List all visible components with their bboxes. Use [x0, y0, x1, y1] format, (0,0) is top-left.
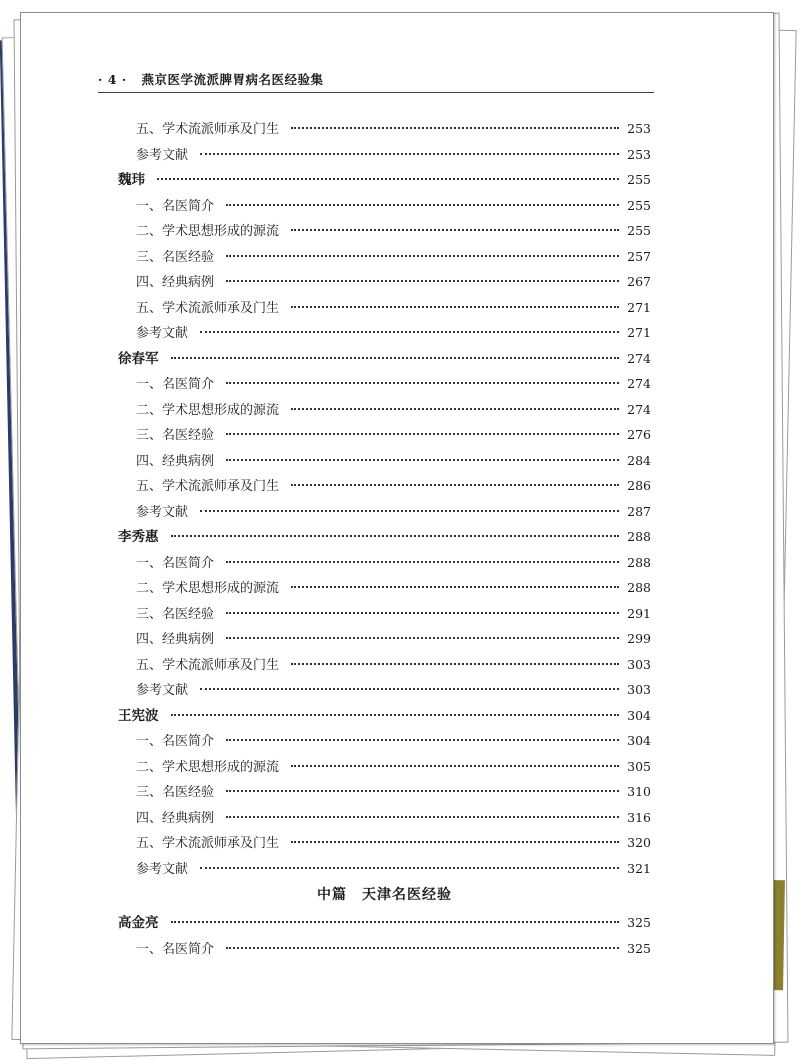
toc-page-number: 321 [627, 860, 651, 876]
toc-entry-title: 五、学术流派师承及门生 [136, 836, 280, 851]
dot-leader [291, 229, 619, 231]
toc-entry-section [118, 856, 651, 882]
dot-leader [171, 921, 620, 923]
toc-entry-title: 一、名医简介 [136, 555, 215, 571]
toc-entry-title: 一、名医简介 [136, 377, 215, 392]
toc-entry-physician [118, 346, 651, 372]
dot-leader [291, 127, 619, 129]
dot-leader [226, 204, 619, 206]
toc-page-number: 325 [627, 915, 651, 930]
toc-entry-section [118, 575, 651, 601]
dot-leader [200, 153, 619, 155]
toc-page-number: 253 [627, 146, 651, 162]
dot-leader [291, 408, 619, 410]
dot-leader [157, 178, 619, 180]
toc-entry-section [118, 830, 651, 856]
toc-entry-section [118, 499, 651, 525]
toc-page-number: 288 [627, 580, 651, 595]
toc-page-number: 299 [627, 631, 651, 646]
toc-page-number: 305 [627, 758, 651, 774]
dot-leader [226, 459, 619, 461]
toc-entry-title: 高金亮 [118, 915, 159, 931]
toc-page-number: 253 [627, 121, 651, 136]
dot-leader [226, 280, 619, 282]
toc-entry-title: 四、经典病例 [136, 453, 215, 469]
toc-page-number: 274 [627, 376, 651, 391]
toc-page-number: 276 [627, 427, 651, 442]
toc-page-number: 288 [627, 554, 651, 570]
toc-page-number: 274 [627, 350, 651, 366]
toc-entry-section [118, 652, 651, 678]
dot-leader [171, 357, 620, 359]
toc-entry-section [118, 295, 651, 321]
toc-entry-title: 徐春军 [118, 350, 159, 367]
dot-leader [226, 947, 619, 949]
toc-entry-section [118, 371, 651, 397]
toc-entry-section [118, 193, 651, 219]
dot-leader [291, 841, 619, 843]
running-header [98, 70, 654, 93]
dot-leader [291, 484, 619, 486]
dot-leader [200, 867, 619, 869]
toc-entry-title: 参考文献 [136, 147, 189, 163]
toc-entry-title: 三、名医经验 [136, 428, 215, 443]
toc-entry-title: 一、名医简介 [136, 198, 215, 214]
toc-entry-physician [118, 167, 651, 193]
toc-entry-title: 三、名医经验 [136, 606, 215, 622]
toc-entry-physician [118, 703, 651, 729]
page-folio: · 4 · [98, 72, 127, 87]
dot-leader [200, 688, 619, 690]
toc-entry-title: 魏玮 [118, 172, 145, 188]
toc-page-number: 271 [627, 325, 651, 340]
toc-page-number: 303 [627, 682, 651, 697]
book-title: 燕京医学流派脾胃病名医经验集 [141, 72, 324, 87]
toc-entry-title: 李秀惠 [118, 529, 159, 545]
toc-entry-title: 二、学术思想形成的源流 [136, 224, 280, 239]
toc-entry-section [118, 754, 651, 780]
toc-entry-section [118, 936, 651, 962]
toc-entry-title: 五、学术流派师承及门生 [136, 657, 280, 673]
toc-page-number: 257 [627, 248, 651, 264]
dot-leader [291, 306, 619, 308]
toc-entry-physician [118, 910, 651, 936]
toc-page-number: 325 [627, 940, 651, 956]
toc-page-number: 255 [627, 197, 651, 213]
toc-page-number: 288 [627, 529, 651, 544]
toc-entry-physician [118, 524, 651, 550]
toc-entry-section [118, 728, 651, 754]
toc-entry-title: 三、名医经验 [136, 785, 215, 800]
dot-leader [200, 510, 619, 512]
toc-entry-title: 二、学术思想形成的源流 [136, 759, 280, 775]
toc-page-number: 310 [627, 784, 651, 799]
dot-leader [226, 816, 619, 818]
toc-entry-section [118, 805, 651, 831]
toc-entry-title: 一、名医简介 [136, 941, 215, 957]
toc-entry-title: 五、学术流派师承及门生 [136, 479, 280, 494]
dot-leader [226, 637, 619, 639]
toc-entry-title: 二、学术思想形成的源流 [136, 581, 280, 596]
toc-page-number: 286 [627, 478, 651, 493]
toc-entry-section [118, 779, 651, 805]
toc-entry-section [118, 626, 651, 652]
dot-leader [291, 663, 619, 665]
toc-entry-title: 四、经典病例 [136, 810, 215, 826]
toc-page-number: 274 [627, 401, 651, 417]
toc-entry-title: 五、学术流派师承及门生 [136, 300, 280, 316]
dot-leader [226, 433, 619, 435]
toc-entry-title: 四、经典病例 [136, 275, 215, 290]
toc-entry-section [118, 320, 651, 346]
dot-leader [291, 765, 619, 767]
toc-page-number: 304 [627, 707, 651, 723]
toc-entry-title: 参考文献 [136, 326, 189, 341]
toc-page-number: 304 [627, 733, 651, 748]
toc-page-number: 284 [627, 452, 651, 468]
dot-leader [226, 612, 619, 614]
toc-entry-section [118, 244, 651, 270]
toc-entry-section [118, 397, 651, 423]
toc-entry-title: 四、经典病例 [136, 632, 215, 647]
toc-entry-title: 二、学术思想形成的源流 [136, 402, 280, 418]
dot-leader [226, 739, 619, 741]
toc-page-number: 316 [627, 809, 651, 825]
toc-entry-section [118, 116, 651, 142]
toc-page-number: 255 [627, 172, 651, 187]
table-of-contents [118, 116, 651, 961]
toc-page-number: 271 [627, 299, 651, 315]
toc-entry-section [118, 142, 651, 168]
dot-leader [200, 331, 619, 333]
dot-leader [171, 535, 620, 537]
toc-page-number: 287 [627, 503, 651, 519]
dot-leader [226, 255, 619, 257]
toc-entry-section [118, 550, 651, 576]
toc-page-number: 255 [627, 223, 651, 238]
toc-page-number: 291 [627, 605, 651, 621]
toc-page-number: 320 [627, 835, 651, 850]
toc-entry-section [118, 218, 651, 244]
toc-page-number: 303 [627, 656, 651, 672]
dot-leader [226, 790, 619, 792]
toc-page-number: 267 [627, 274, 651, 289]
toc-entry-title: 五、学术流派师承及门生 [136, 122, 280, 137]
toc-entry-section [118, 448, 651, 474]
toc-entry-title: 三、名医经验 [136, 249, 215, 265]
toc-entry-section [118, 677, 651, 703]
toc-entry-title: 参考文献 [136, 504, 189, 520]
toc-entry-section [118, 269, 651, 295]
toc-entry-title: 参考文献 [136, 861, 189, 877]
toc-entry-title: 一、名医简介 [136, 734, 215, 749]
dot-leader [171, 714, 620, 716]
dot-leader [291, 586, 619, 588]
toc-entry-title: 王宪波 [118, 707, 159, 724]
toc-entry-title: 参考文献 [136, 683, 189, 698]
part-heading: 中篇 天津名医经验 [317, 887, 452, 903]
dot-leader [226, 561, 619, 563]
toc-entry-section [118, 422, 651, 448]
dot-leader [226, 382, 619, 384]
toc-entry-section [118, 601, 651, 627]
toc-entry-section [118, 473, 651, 499]
